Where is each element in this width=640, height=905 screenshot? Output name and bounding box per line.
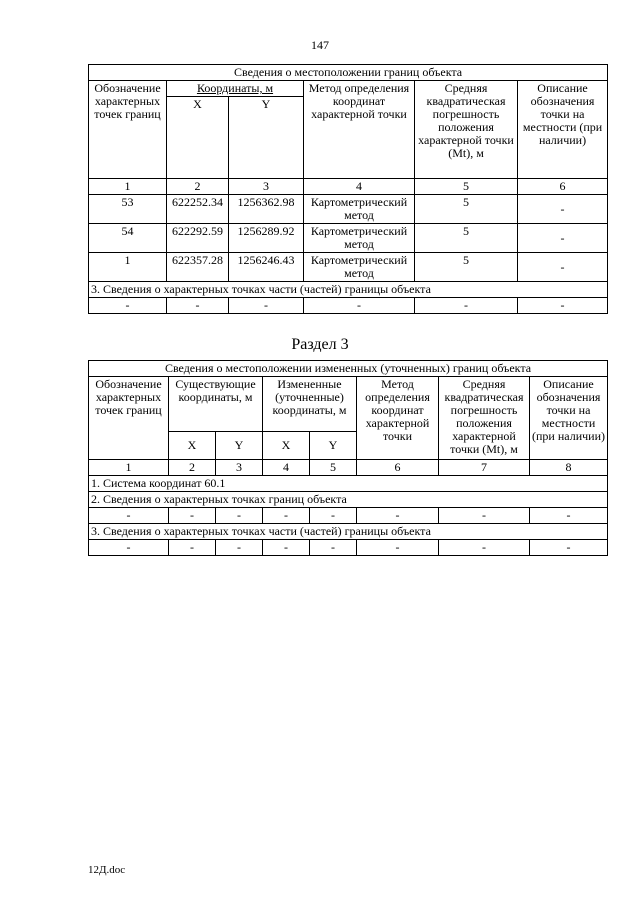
- column-number: 5: [415, 179, 518, 195]
- method: Картометрический метод: [304, 195, 415, 224]
- empty-cell: -: [310, 508, 357, 524]
- column-number: 1: [89, 179, 167, 195]
- boundary-location-table: [88, 64, 608, 314]
- empty-cell: -: [89, 540, 169, 556]
- parts-heading: 3. Сведения о характерных точках части (частей) границы объекта: [89, 524, 608, 540]
- empty-cell: -: [169, 508, 216, 524]
- column-number: 6: [518, 179, 608, 195]
- section-title: Раздел 3: [291, 336, 349, 353]
- empty-cell: -: [216, 508, 263, 524]
- point-id: 54: [89, 224, 167, 253]
- empty-cell: -: [263, 540, 310, 556]
- header-x: X: [263, 432, 310, 460]
- empty-cell: -: [89, 508, 169, 524]
- column-numbers-row: [89, 179, 608, 195]
- table-title: Сведения о местоположении измененных (уточненных) границ объекта: [89, 361, 608, 377]
- header-y: Y: [310, 432, 357, 460]
- empty-cell: -: [304, 298, 415, 314]
- coordinate-y: 1256362.98: [229, 195, 304, 224]
- column-number: 2: [169, 460, 216, 476]
- header-description: Описание обозначения точки на местности (при наличии): [530, 377, 608, 460]
- column-numbers-row: [89, 460, 608, 476]
- point-id: 1: [89, 253, 167, 282]
- coordinate-x: 622357.28: [167, 253, 229, 282]
- empty-cell: -: [357, 540, 439, 556]
- description: -: [518, 195, 608, 224]
- accuracy: 5: [415, 253, 518, 282]
- header-x: X: [169, 432, 216, 460]
- column-number: 8: [530, 460, 608, 476]
- page-number: 147: [311, 38, 329, 52]
- accuracy: 5: [415, 195, 518, 224]
- empty-cell: -: [216, 540, 263, 556]
- changed-boundary-table: [88, 360, 608, 556]
- empty-cell: -: [169, 540, 216, 556]
- column-number: 6: [357, 460, 439, 476]
- description: -: [518, 253, 608, 282]
- accuracy: 5: [415, 224, 518, 253]
- empty-cell: -: [229, 298, 304, 314]
- point-id: 53: [89, 195, 167, 224]
- empty-cell: -: [263, 508, 310, 524]
- empty-cell: -: [357, 508, 439, 524]
- boundary-points-heading: 2. Сведения о характерных точках границ объекта: [89, 492, 608, 508]
- table-row: [89, 508, 608, 524]
- column-number: 1: [89, 460, 169, 476]
- empty-cell: -: [439, 508, 530, 524]
- table-title: Сведения о местоположении границ объекта: [89, 65, 608, 81]
- column-number: 2: [167, 179, 229, 195]
- header-changed-coordinates: Измененные (уточненные) координаты, м: [263, 377, 357, 432]
- method: Картометрический метод: [304, 253, 415, 282]
- empty-cell: -: [439, 540, 530, 556]
- table-row: [89, 224, 608, 253]
- column-number: 3: [229, 179, 304, 195]
- header-designation: Обозначение характерных точек границ: [89, 81, 167, 179]
- header-method: Метод определения координат характерной точки: [357, 377, 439, 460]
- header-x: X: [167, 97, 229, 179]
- column-number: 4: [304, 179, 415, 195]
- table-row: [89, 298, 608, 314]
- header-y: Y: [216, 432, 263, 460]
- column-number: 4: [263, 460, 310, 476]
- coordinate-y: 1256246.43: [229, 253, 304, 282]
- coordinate-x: 622252.34: [167, 195, 229, 224]
- empty-cell: -: [530, 540, 608, 556]
- header-method: Метод определения координат характерной точки: [304, 81, 415, 179]
- empty-cell: -: [310, 540, 357, 556]
- method: Картометрический метод: [304, 224, 415, 253]
- table-row: [89, 195, 608, 224]
- empty-cell: -: [518, 298, 608, 314]
- coordinate-system-row: 1. Система координат 60.1: [89, 476, 608, 492]
- table-row: [89, 540, 608, 556]
- header-accuracy: Средняя квадратическая погрешность положения характерной точки (Mt), м: [439, 377, 530, 460]
- column-number: 5: [310, 460, 357, 476]
- empty-cell: -: [89, 298, 167, 314]
- empty-cell: -: [415, 298, 518, 314]
- coordinate-y: 1256289.92: [229, 224, 304, 253]
- column-number: 3: [216, 460, 263, 476]
- header-description: Описание обозначения точки на местности (при наличии): [518, 81, 608, 179]
- header-designation: Обозначение характерных точек границ: [89, 377, 169, 460]
- column-number: 7: [439, 460, 530, 476]
- table-row: [89, 253, 608, 282]
- coordinate-x: 622292.59: [167, 224, 229, 253]
- empty-cell: -: [530, 508, 608, 524]
- footer-filename: 12Д.doc: [88, 864, 126, 876]
- header-y: Y: [229, 97, 304, 179]
- description: -: [518, 224, 608, 253]
- header-coordinates: Координаты, м: [167, 81, 304, 97]
- empty-cell: -: [167, 298, 229, 314]
- header-accuracy: Средняя квадратическая погрешность положения характерной точки (Mt), м: [415, 81, 518, 179]
- header-existing-coordinates: Существующие координаты, м: [169, 377, 263, 432]
- parts-heading: 3. Сведения о характерных точках части (частей) границы объекта: [89, 282, 608, 298]
